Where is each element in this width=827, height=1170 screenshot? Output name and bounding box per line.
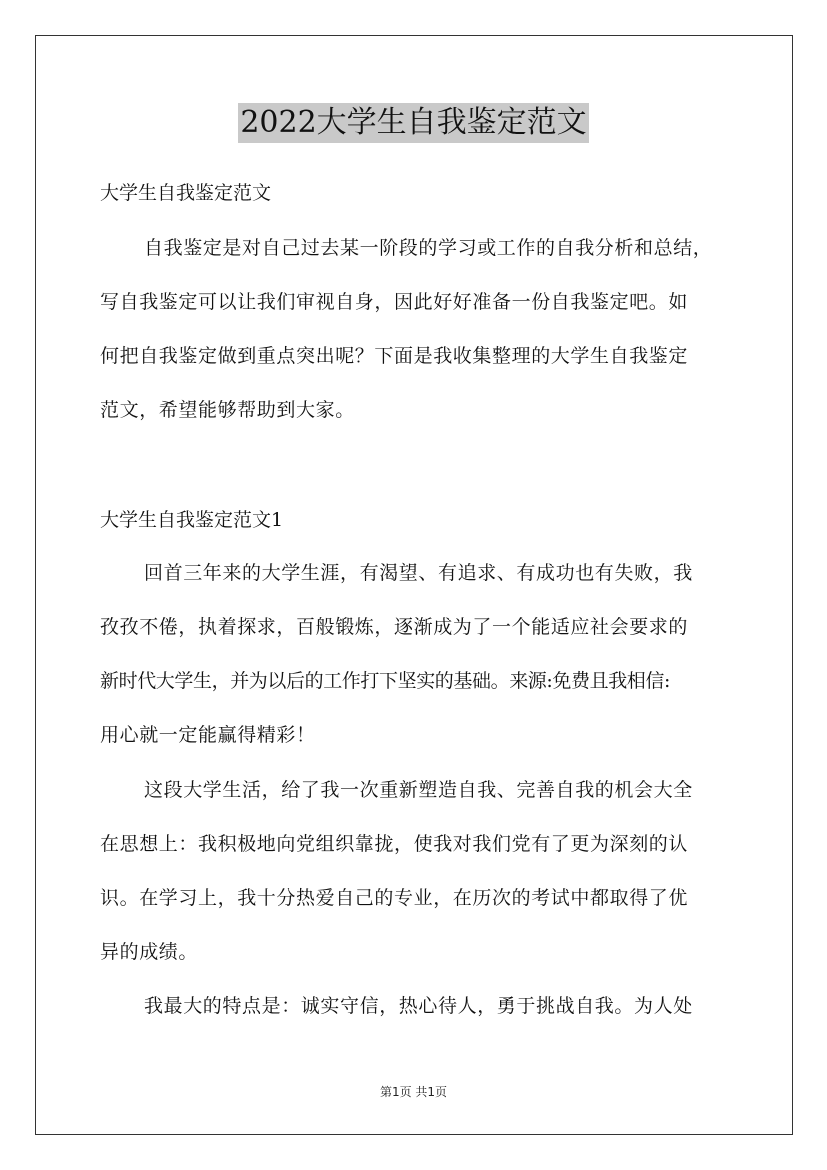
- paragraph-line: 孜孜不倦，执着探求，百般锻炼，逐渐成为了一个能适应社会要求的: [100, 616, 689, 638]
- section-heading: 大学生自我鉴定范文1: [100, 509, 284, 531]
- page-footer: 第1页 共1页: [379, 1085, 448, 1099]
- paragraph-line: 何把自我鉴定做到重点突出呢？下面是我收集整理的大学生自我鉴定: [100, 345, 689, 367]
- paragraph-line: 自我鉴定是对自己过去某一阶段的学习或工作的自我分析和总结，: [144, 237, 713, 259]
- paragraph-line: 新时代大学生，并为以后的工作打下坚实的基础。来源:免费且我相信:: [100, 670, 671, 692]
- title-area: [0, 103, 827, 143]
- paragraph-line: 异的成绩。: [100, 941, 199, 963]
- paragraph-line: 范文，希望能够帮助到大家。: [100, 399, 355, 421]
- paragraph-line: 识。在学习上，我十分热爱自己的专业，在历次的考试中都取得了优: [100, 887, 689, 909]
- paragraph-line: 回首三年来的大学生涯，有渴望、有追求、有成功也有失败，我: [144, 562, 693, 584]
- intro-heading: 大学生自我鉴定范文: [100, 182, 272, 204]
- paragraph-line: 这段大学生活，给了我一次重新塑造自我、完善自我的机会大全: [144, 779, 693, 801]
- paragraph-line: 我最大的特点是：诚实守信，热心待人，勇于挑战自我。为人处: [144, 995, 693, 1017]
- paragraph-line: 用心就一定能赢得精彩！: [100, 724, 316, 746]
- document-title: 2022大学生自我鉴定范文: [238, 103, 588, 143]
- paragraph-line: 写自我鉴定可以让我们审视自身，因此好好准备一份自我鉴定吧。如: [100, 291, 689, 313]
- paragraph-line: 在思想上：我积极地向党组织靠拢，使我对我们党有了更为深刻的认: [100, 833, 689, 855]
